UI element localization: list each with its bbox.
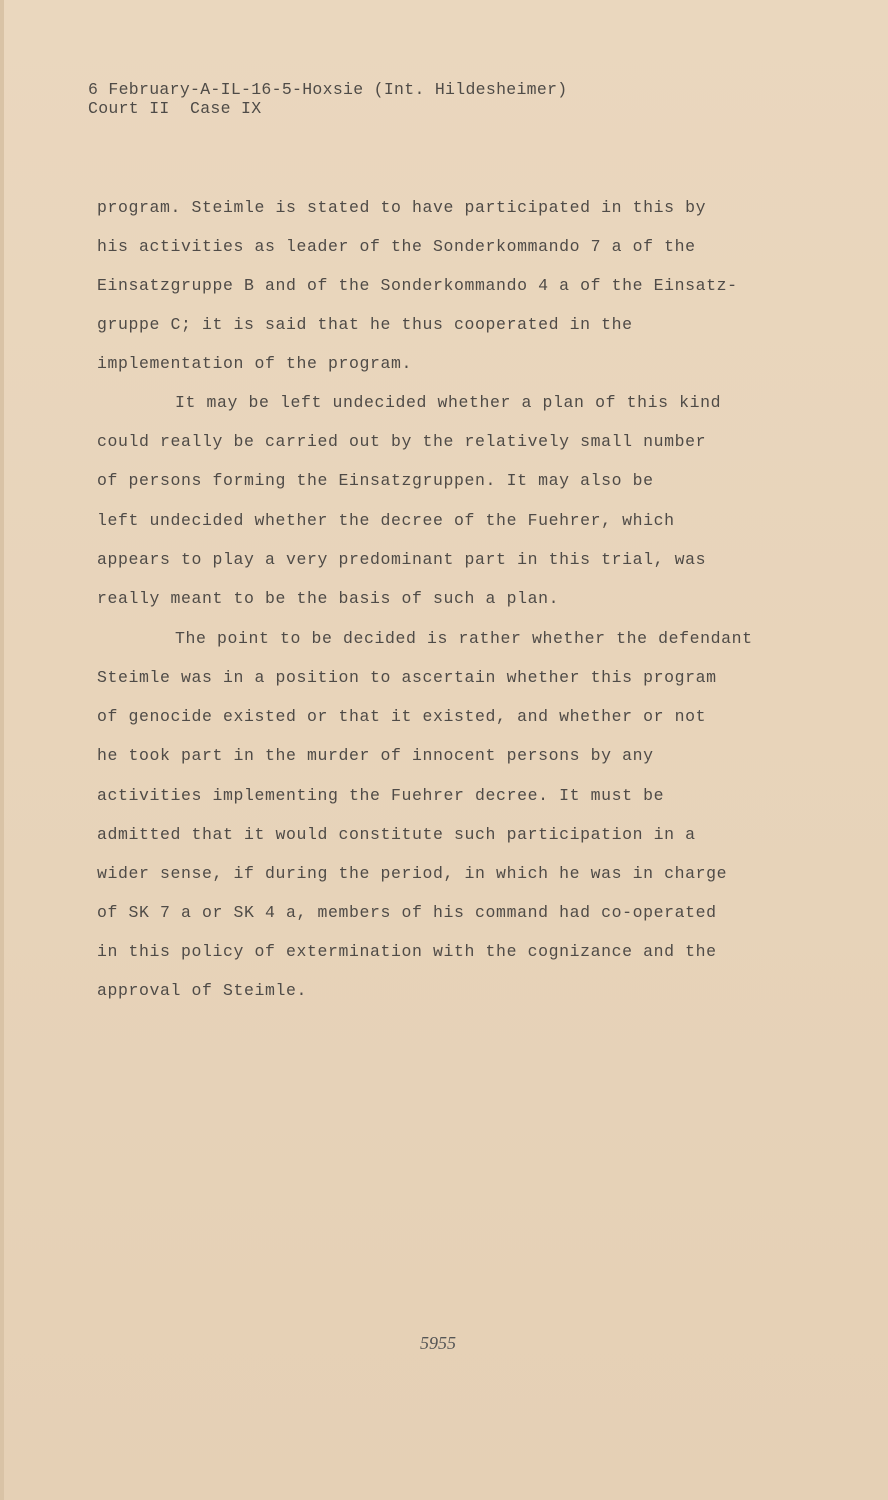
text-line: approval of Steimle. (97, 981, 308, 1000)
text-line: left undecided whether the decree of the Fuehrer, which (97, 511, 675, 530)
text-line: in this policy of extermination with the cognizance and the (97, 942, 717, 961)
text-line: wider sense, if during the period, in which he was in charge (97, 864, 728, 883)
text-line: he took part in the murder of innocent persons by any (97, 746, 654, 765)
text-line: his activities as leader of the Sonderkommando 7 a of the (97, 237, 696, 256)
text-line: program. Steimle is stated to have participated in this by (97, 198, 707, 217)
text-line: of genocide existed or that it existed, and whether or not (97, 707, 707, 726)
text-line: could really be carried out by the relatively small number (97, 432, 707, 451)
text-line: of persons forming the Einsatzgruppen. It may also be (97, 471, 654, 490)
text-line: implementation of the program. (97, 354, 413, 373)
text-line: really meant to be the basis of such a plan. (97, 589, 560, 608)
header-line-1: 6 February-A-IL-16-5-Hoxsie (Int. Hildesheimer) (88, 80, 568, 99)
text-line: of SK 7 a or SK 4 a, members of his command had co-operated (97, 903, 717, 922)
text-line: It may be left undecided whether a plan of this kind (175, 393, 722, 412)
text-line: The point to be decided is rather whether the defendant (175, 629, 753, 648)
page-number: 5955 (420, 1333, 456, 1353)
text-line: Einsatzgruppe B and of the Sonderkommando 4 a of the Einsatz- (97, 276, 738, 295)
text-line: appears to play a very predominant part in this trial, was (97, 550, 707, 569)
text-line: activities implementing the Fuehrer decree. It must be (97, 786, 665, 805)
header-line-2: Court II Case IX (88, 99, 262, 118)
text-line: gruppe C; it is said that he thus cooperated in the (97, 315, 633, 334)
text-line: admitted that it would constitute such participation in a (97, 825, 696, 844)
page-edge (0, 0, 4, 1500)
text-line: Steimle was in a position to ascertain whether this program (97, 668, 717, 687)
